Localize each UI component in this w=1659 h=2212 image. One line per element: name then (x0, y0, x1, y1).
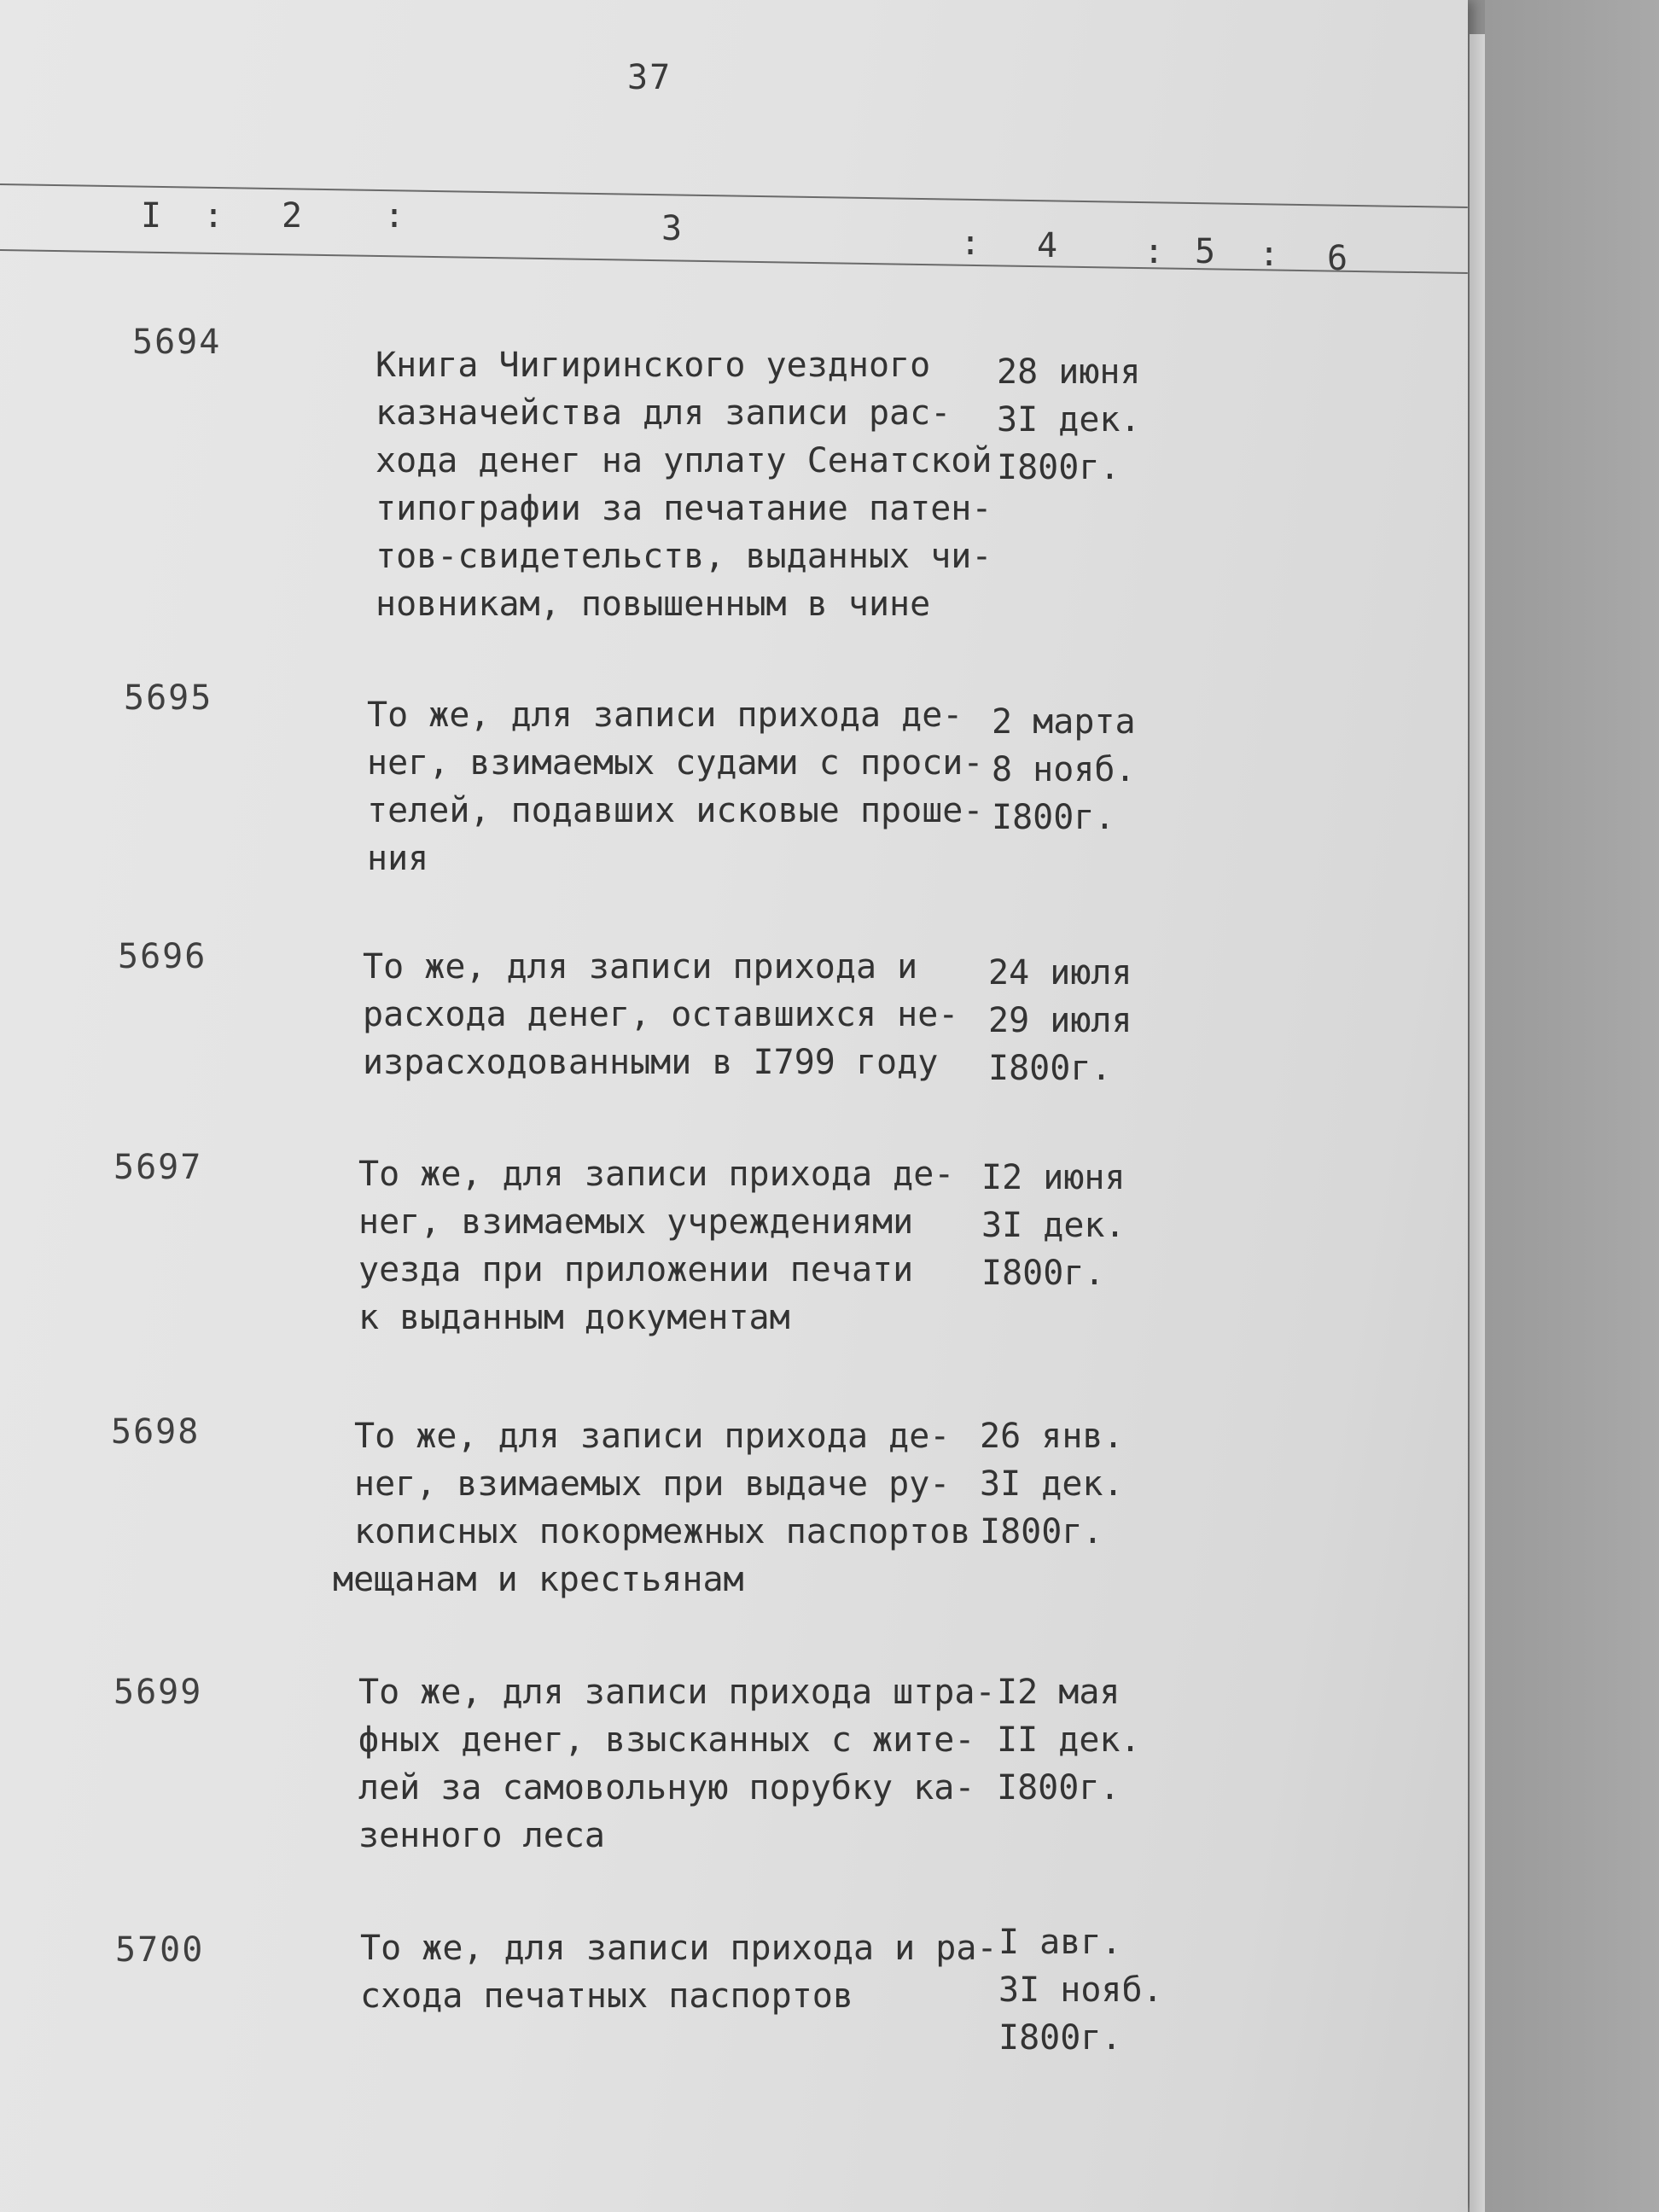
entry-dates: I авг. 3I нояб. I800г. (998, 1923, 1163, 2058)
entry-number: 5700 (115, 1930, 205, 1970)
column-header-6: 6 (1327, 239, 1350, 278)
entry-description: То же, для записи прихода и расхода денег, оставшихся не- израсходованными в I799 году (363, 947, 959, 1082)
entry-dates: 24 июля 29 июля I800г. (988, 953, 1132, 1088)
column-header-1: I (141, 196, 164, 236)
entry-description: То же, для записи прихода де- нег, взимаемых учреждениями уезда при приложении печати к выданным документам (358, 1155, 955, 1337)
column-separator: : (960, 224, 983, 263)
entry-number: 5694 (132, 323, 222, 362)
entry-number: 5697 (114, 1148, 203, 1187)
entry-dates: I2 мая II дек. I800г. (997, 1673, 1141, 1807)
column-separator: : (1259, 235, 1282, 274)
entry-number: 5696 (118, 937, 207, 976)
entry-description: То же, для записи прихода и ра- схода печатных паспортов (360, 1929, 998, 2016)
background-surface (1485, 0, 1659, 2212)
column-separator: : (1144, 232, 1167, 271)
entry-dates: 28 июня 3I дек. I800г. (997, 352, 1141, 487)
entry-dates: I2 июня 3I дек. I800г. (981, 1158, 1126, 1293)
entry-dates: 26 янв. 3I дек. I800г. (980, 1417, 1124, 1551)
column-separator: : (203, 196, 226, 236)
entry-dates: 2 марта 8 нояб. I800г. (992, 702, 1136, 837)
page-number: 37 (627, 58, 672, 97)
header-rule-bottom (0, 249, 1468, 274)
column-header-4: 4 (1037, 226, 1060, 265)
entry-number: 5699 (114, 1673, 203, 1712)
column-header-2: 2 (282, 196, 305, 236)
entry-number: 5695 (124, 678, 213, 718)
entry-description: Книга Чигиринского уездного казначейства для записи рас- хода денег на уплату Сенатской типографии за печатание патен- тов-свидетельств, выданных чи- новникам, повышенным в чине (375, 346, 992, 624)
column-header-3: 3 (661, 209, 684, 248)
entry-description: То же, для записи прихода де- нег, взимаемых при выдаче ру- кописных покормежных паспортов мещанам и крестьянам (333, 1417, 971, 1599)
entry-number: 5698 (111, 1412, 201, 1452)
column-separator: : (384, 196, 407, 236)
entry-description: То же, для записи прихода штра- фных денег, взысканных с жите- лей за самовольную порубку ка- зенного леса (358, 1673, 996, 1855)
entry-description: То же, для записи прихода де- нег, взимаемых судами с проси- телей, подавших исковые проше- ния (367, 696, 984, 878)
page-edge (1470, 34, 1485, 2212)
column-header-5: 5 (1195, 232, 1218, 271)
